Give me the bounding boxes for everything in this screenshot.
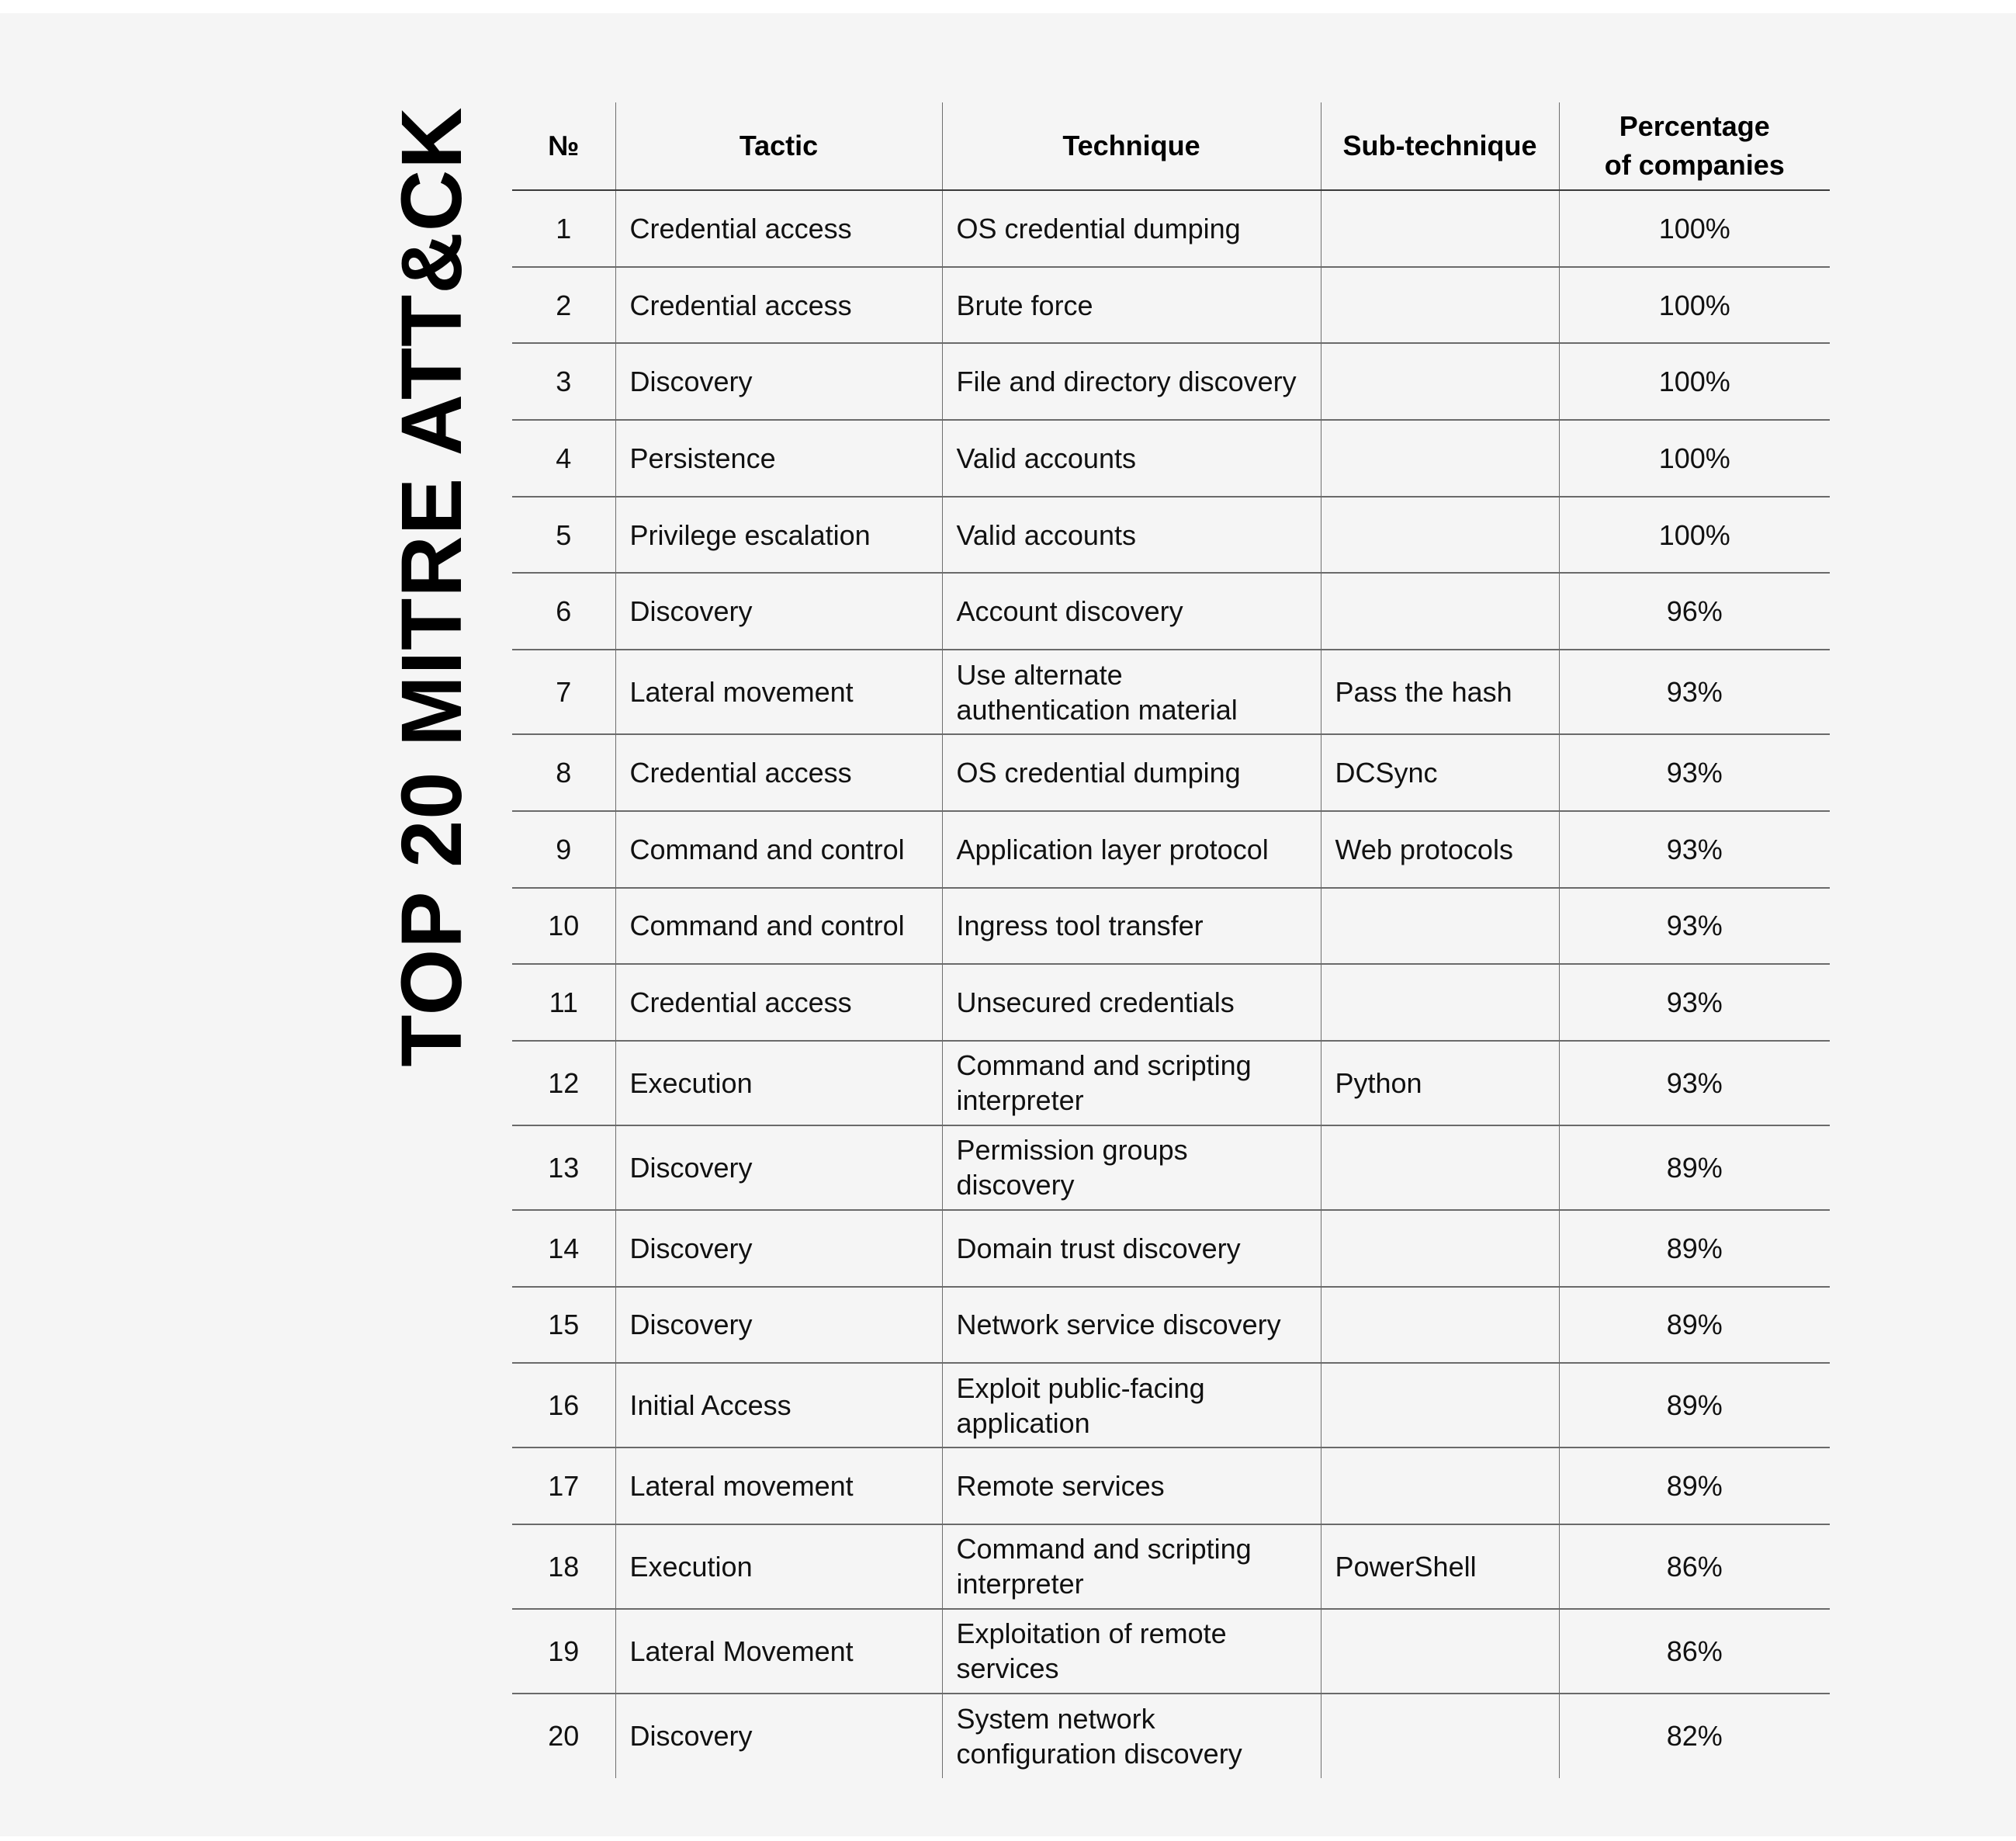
cell-technique	[942, 811, 1321, 888]
cell-sub-technique	[1321, 343, 1559, 420]
cell-technique	[942, 343, 1321, 420]
table-row	[512, 343, 1830, 420]
page-background	[0, 13, 2016, 1836]
cell-tactic: Privilege escalation	[615, 497, 942, 574]
cell-technique	[942, 420, 1321, 497]
technique-line: Domain trust discovery	[956, 1232, 1241, 1264]
cell-percentage: 100%	[1559, 420, 1830, 497]
technique-line: Command and scripting	[956, 1533, 1252, 1565]
table-row	[512, 888, 1830, 965]
cell-number: 19	[548, 1635, 580, 1667]
cell-percentage: 89%	[1559, 1287, 1830, 1364]
cell-tactic: Credential access	[615, 190, 942, 267]
technique-line: Ingress tool transfer	[956, 910, 1204, 942]
cell-sub-technique	[1321, 1363, 1559, 1447]
cell-percentage: 93%	[1559, 964, 1830, 1041]
cell-tactic: Credential access	[615, 267, 942, 344]
cell-sub-technique	[1321, 1609, 1559, 1694]
cell-number: 11	[549, 986, 578, 1019]
cell-percentage: 100%	[1559, 497, 1830, 574]
header-percentage-line2: of companies	[1604, 149, 1785, 181]
cell-sub-technique	[1321, 573, 1559, 650]
table-row	[512, 1125, 1830, 1210]
table-row	[512, 1287, 1830, 1364]
cell-number: 12	[548, 1066, 580, 1099]
cell-tactic: Lateral movement	[615, 1447, 942, 1524]
technique-line: configuration discovery	[956, 1737, 1242, 1770]
technique-line: Account discovery	[956, 595, 1183, 628]
technique-line: Command and scripting	[956, 1049, 1252, 1082]
cell-sub-technique	[1321, 420, 1559, 497]
cell-percentage: 93%	[1559, 888, 1830, 965]
technique-line: authentication material	[956, 693, 1238, 726]
cell-number: 14	[548, 1232, 580, 1264]
cell-percentage: 93%	[1559, 734, 1830, 811]
table-row	[512, 190, 1830, 267]
cell-technique	[942, 1609, 1321, 1694]
cell-number: 7	[556, 676, 572, 709]
cell-tactic: Command and control	[615, 888, 942, 965]
cell-tactic: Discovery	[615, 573, 942, 650]
header-percentage-line1: Percentage	[1619, 110, 1770, 142]
technique-line: Permission groups	[956, 1134, 1188, 1167]
cell-percentage: 86%	[1559, 1524, 1830, 1609]
cell-number: 8	[556, 756, 572, 789]
cell-number: 2	[556, 289, 572, 321]
cell-sub-technique	[1321, 497, 1559, 574]
technique-line: Application layer protocol	[956, 833, 1269, 865]
header-sub-technique: Sub-technique	[1321, 102, 1559, 190]
cell-sub-technique: Pass the hash	[1321, 650, 1559, 734]
cell-technique	[942, 1363, 1321, 1447]
technique-line: Unsecured credentials	[956, 986, 1235, 1019]
cell-technique	[942, 267, 1321, 344]
cell-number: 13	[548, 1151, 580, 1184]
cell-percentage: 89%	[1559, 1363, 1830, 1447]
header-number: №	[548, 130, 580, 161]
cell-number: 10	[548, 910, 580, 942]
cell-sub-technique	[1321, 964, 1559, 1041]
cell-number: 18	[548, 1550, 580, 1583]
cell-number: 5	[556, 518, 572, 551]
technique-line: application	[956, 1406, 1090, 1439]
cell-technique	[942, 1694, 1321, 1778]
cell-technique	[942, 888, 1321, 965]
cell-tactic: Discovery	[615, 1125, 942, 1210]
table-row	[512, 267, 1830, 344]
header-technique: Technique	[942, 102, 1321, 190]
cell-tactic: Credential access	[615, 964, 942, 1041]
cell-percentage: 82%	[1559, 1694, 1830, 1778]
table-row	[512, 1363, 1830, 1447]
cell-technique	[942, 734, 1321, 811]
cell-sub-technique: Python	[1321, 1041, 1559, 1125]
cell-percentage: 96%	[1559, 573, 1830, 650]
cell-tactic: Execution	[615, 1524, 942, 1609]
technique-line: System network	[956, 1702, 1155, 1735]
table-row	[512, 573, 1830, 650]
cell-sub-technique: PowerShell	[1321, 1524, 1559, 1609]
cell-sub-technique	[1321, 1694, 1559, 1778]
cell-sub-technique	[1321, 267, 1559, 344]
cell-sub-technique	[1321, 1447, 1559, 1524]
cell-sub-technique	[1321, 1287, 1559, 1364]
table-row	[512, 1041, 1830, 1125]
header-percentage	[1559, 102, 1830, 190]
page-title: TOP 20 MITRE ATT&CK	[384, 106, 480, 1067]
cell-percentage: 100%	[1559, 267, 1830, 344]
cell-technique	[942, 650, 1321, 734]
table-row	[512, 734, 1830, 811]
cell-tactic: Discovery	[615, 1287, 942, 1364]
technique-line: interpreter	[956, 1084, 1084, 1117]
cell-sub-technique	[1321, 1125, 1559, 1210]
header-tactic: Tactic	[615, 102, 942, 190]
table-body	[512, 190, 1830, 1778]
table-row	[512, 1210, 1830, 1287]
technique-line: Remote services	[956, 1470, 1165, 1503]
table-row	[512, 811, 1830, 888]
mitre-attack-table	[512, 102, 1830, 1778]
cell-tactic: Command and control	[615, 811, 942, 888]
table-row	[512, 420, 1830, 497]
cell-technique	[942, 497, 1321, 574]
cell-technique	[942, 573, 1321, 650]
technique-line: OS credential dumping	[956, 756, 1241, 789]
table-row	[512, 1609, 1830, 1694]
technique-line: Exploitation of remote	[956, 1617, 1227, 1650]
cell-percentage: 100%	[1559, 190, 1830, 267]
cell-tactic: Discovery	[615, 1694, 942, 1778]
table-row	[512, 964, 1830, 1041]
cell-percentage: 86%	[1559, 1609, 1830, 1694]
cell-technique	[942, 964, 1321, 1041]
cell-tactic: Lateral movement	[615, 650, 942, 734]
table-row	[512, 1447, 1830, 1524]
cell-percentage: 89%	[1559, 1125, 1830, 1210]
cell-number: 6	[556, 595, 572, 628]
cell-number: 20	[548, 1720, 580, 1753]
cell-sub-technique: DCSync	[1321, 734, 1559, 811]
cell-number: 3	[556, 366, 572, 398]
table-row	[512, 497, 1830, 574]
technique-line: Use alternate	[956, 658, 1123, 691]
technique-line: services	[956, 1652, 1059, 1685]
technique-line: Brute force	[956, 289, 1093, 321]
cell-technique	[942, 1125, 1321, 1210]
cell-number: 15	[548, 1309, 580, 1341]
technique-line: OS credential dumping	[956, 212, 1241, 244]
cell-percentage: 93%	[1559, 1041, 1830, 1125]
technique-line: discovery	[956, 1169, 1075, 1201]
technique-line: Valid accounts	[956, 518, 1136, 551]
cell-tactic: Lateral Movement	[615, 1609, 942, 1694]
cell-technique	[942, 1287, 1321, 1364]
cell-technique	[942, 1041, 1321, 1125]
cell-technique	[942, 1524, 1321, 1609]
technique-line: File and directory discovery	[956, 366, 1297, 398]
cell-tactic: Initial Access	[615, 1363, 942, 1447]
cell-sub-technique	[1321, 1210, 1559, 1287]
table-row	[512, 1694, 1830, 1778]
technique-line: Network service discovery	[956, 1309, 1281, 1341]
cell-sub-technique	[1321, 190, 1559, 267]
cell-percentage: 100%	[1559, 343, 1830, 420]
cell-tactic: Persistence	[615, 420, 942, 497]
technique-line: interpreter	[956, 1568, 1084, 1600]
cell-technique	[942, 1210, 1321, 1287]
cell-sub-technique	[1321, 888, 1559, 965]
cell-sub-technique: Web protocols	[1321, 811, 1559, 888]
table-row	[512, 650, 1830, 734]
cell-number: 17	[548, 1470, 580, 1503]
cell-tactic: Credential access	[615, 734, 942, 811]
cell-technique	[942, 1447, 1321, 1524]
technique-line: Valid accounts	[956, 442, 1136, 474]
technique-line: Exploit public-facing	[956, 1371, 1205, 1404]
cell-technique	[942, 190, 1321, 267]
cell-number: 16	[548, 1389, 580, 1422]
cell-percentage: 89%	[1559, 1210, 1830, 1287]
cell-tactic: Execution	[615, 1041, 942, 1125]
table-row	[512, 1524, 1830, 1609]
table-header-row	[512, 102, 1830, 190]
cell-number: 9	[556, 833, 572, 865]
cell-percentage: 89%	[1559, 1447, 1830, 1524]
cell-tactic: Discovery	[615, 343, 942, 420]
cell-number: 4	[556, 442, 572, 474]
cell-number: 1	[556, 212, 572, 244]
cell-tactic: Discovery	[615, 1210, 942, 1287]
cell-percentage: 93%	[1559, 650, 1830, 734]
cell-percentage: 93%	[1559, 811, 1830, 888]
